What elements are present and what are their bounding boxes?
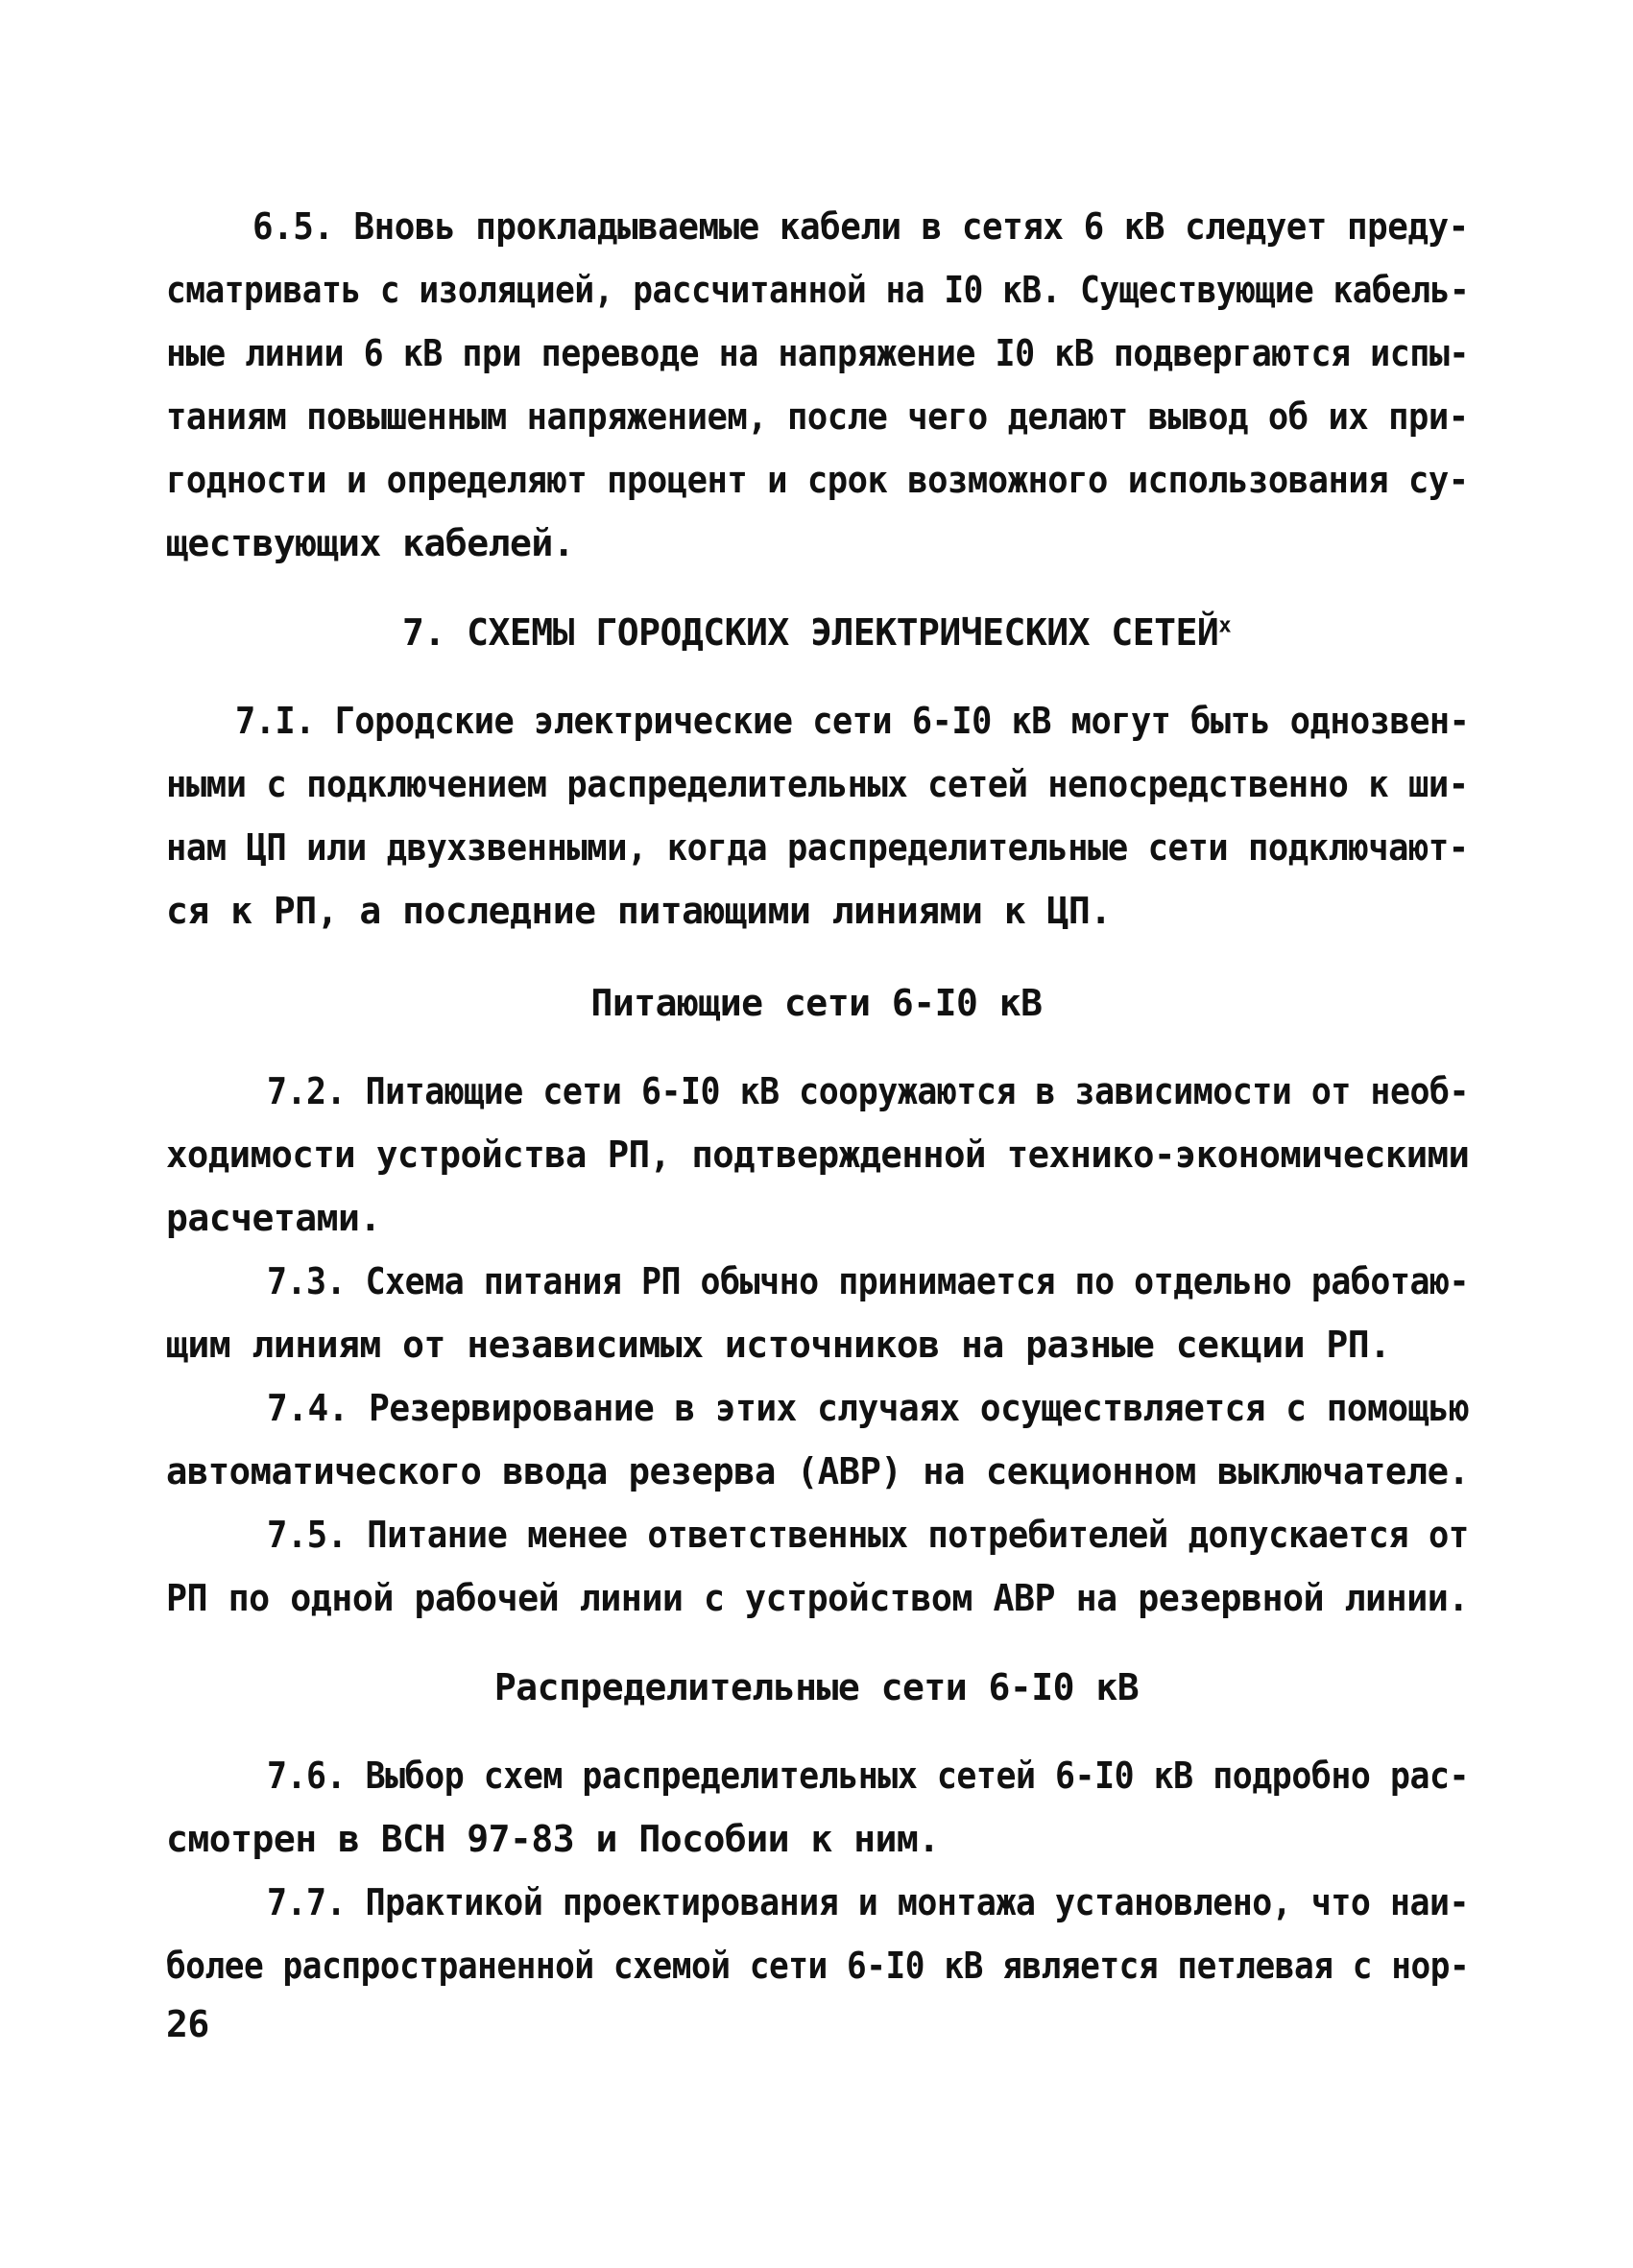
paragraph-7-5-line: РП по одной рабочей линии с устройством АВР на резервной линии. <box>166 1577 1469 1619</box>
paragraph-6-5-line: сматривать с изоляцией, рассчитанной на I0 кВ. Существующие кабель- <box>166 269 1470 311</box>
paragraph-7-1-line: нам ЦП или двухзвенными, когда распределительные сети подключают- <box>166 826 1469 869</box>
paragraph-6-5-line: годности и определяют процент и срок возможного использования су- <box>166 459 1469 501</box>
paragraph-7-2-line: 7.2. Питающие сети 6-I0 кВ сооружаются в зависимости от необ- <box>267 1070 1470 1112</box>
paragraph-7-6-line: 7.6. Выбор схем распределительных сетей 6-I0 кВ подробно рас- <box>267 1755 1470 1797</box>
subheading-feeding-networks: Питающие сети 6-I0 кВ <box>590 982 1043 1024</box>
paragraph-7-2-line: расчетами. <box>166 1197 381 1239</box>
paragraph-7-5-line: 7.5. Питание менее ответственных потребителей допускается от <box>267 1514 1469 1556</box>
paragraph-7-4-line: 7.4. Резервирование в этих случаях осуществляется с помощью <box>267 1387 1470 1429</box>
paragraph-7-2-line: ходимости устройства РП, подтвержденной технико-экономическими <box>166 1134 1470 1176</box>
paragraph-7-1-line: ными с подключением распределительных сетей непосредственно к ши- <box>166 763 1469 805</box>
section-title <box>0 609 1633 656</box>
paragraph-6-5-line: ные линии 6 кВ при переводе на напряжение I0 кВ подвергаются испы- <box>166 332 1469 374</box>
paragraph-7-6-line: смотрен в ВСН 97-83 и Пособии к ним. <box>166 1818 940 1860</box>
paragraph-7-1-line: ся к РП, а последние питающими линиями к ЦП. <box>166 890 1112 932</box>
paragraph-6-5-line: ществующих кабелей. <box>166 522 575 564</box>
page-number: 26 <box>166 2003 209 2045</box>
paragraph-7-7-line: 7.7. Практикой проектирования и монтажа установлено, что наи- <box>267 1881 1470 1923</box>
paragraph-7-4-line: автоматического ввода резерва (АВР) на секционном выключателе. <box>166 1450 1470 1492</box>
footnote-mark: x <box>1218 613 1232 638</box>
paragraph-7-3-line: щим линиям от независимых источников на разные секции РП. <box>166 1324 1391 1366</box>
paragraph-6-5-line: 6.5. Вновь прокладываемые кабели в сетях 6 кВ следует преду- <box>252 205 1469 248</box>
paragraph-7-1-line: 7.I. Городские электрические сети 6-I0 кВ могут быть однозвен- <box>235 700 1470 742</box>
paragraph-6-5-line: таниям повышенным напряжением, после чего делают вывод об их при- <box>166 395 1469 438</box>
paragraph-7-3-line: 7.3. Схема питания РП обычно принимается по отдельно работаю- <box>267 1260 1470 1302</box>
subheading-distribution-networks: Распределительные сети 6-I0 кВ <box>493 1666 1140 1708</box>
section-title-text: 7. СХЕМЫ ГОРОДСКИХ ЭЛЕКТРИЧЕСКИХ СЕТЕЙ <box>401 611 1219 654</box>
paragraph-7-7-line: более распространенной схемой сети 6-I0 кВ является петлевая с нор- <box>166 1945 1470 1987</box>
